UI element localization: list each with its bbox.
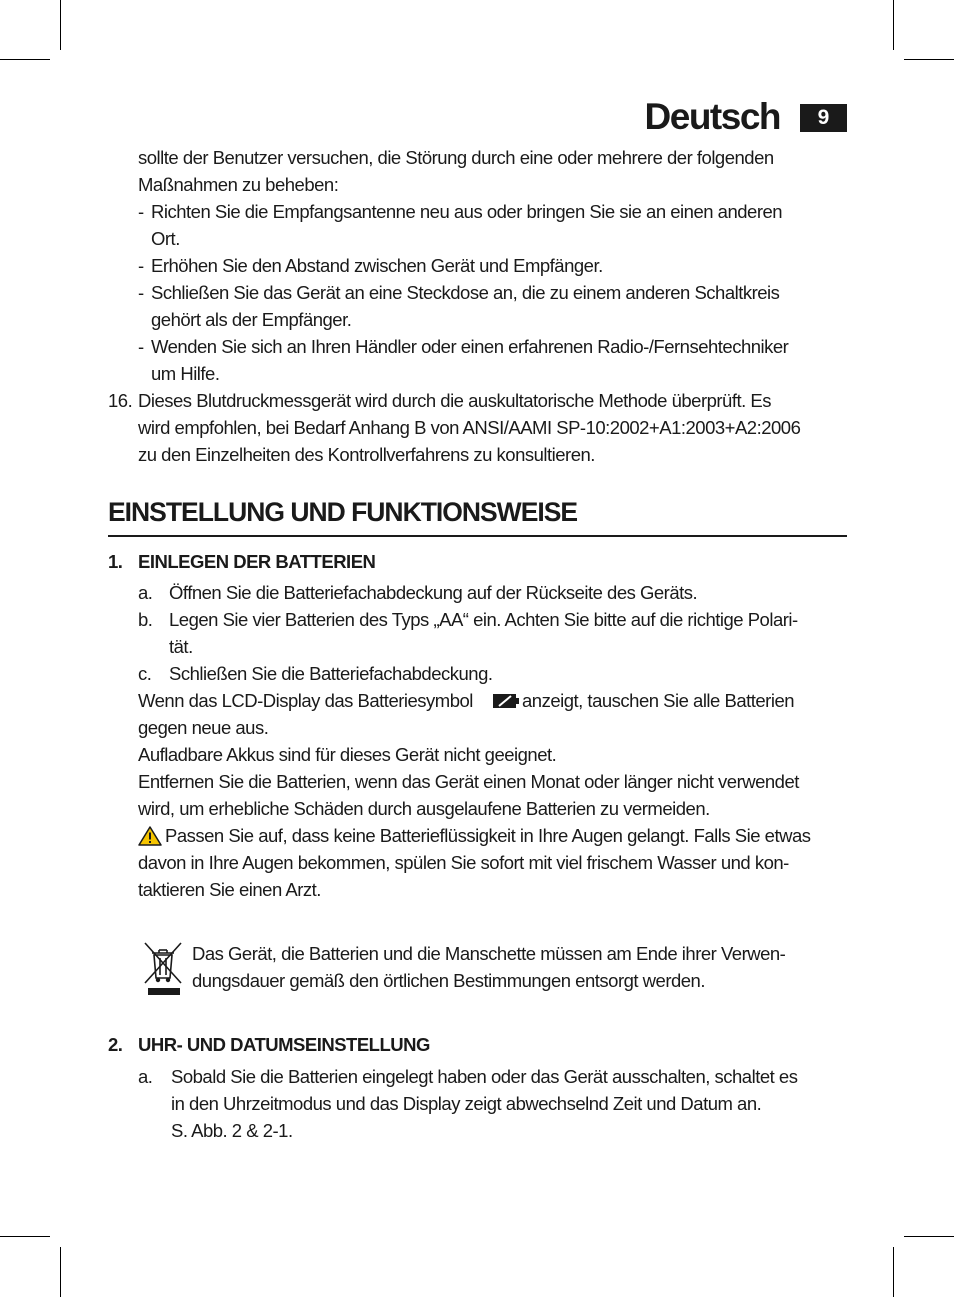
subsection-title: UHR- UND DATUMSEINSTELLUNG	[138, 1034, 430, 1055]
step-line: tät.	[169, 636, 193, 657]
subsection-number: 1.	[108, 551, 123, 572]
subsection-title: EINLEGEN DER BATTERIEN	[138, 551, 376, 572]
section-rule	[108, 535, 847, 537]
warning-line: Passen Sie auf, dass keine Batterieflüssigkeit in Ihre Augen gelangt. Falls Sie etwas	[165, 825, 811, 846]
battery-low-icon	[493, 693, 519, 709]
item-number: 16.	[108, 390, 133, 411]
warning-line: taktieren Sie einen Arzt.	[138, 879, 321, 900]
intro-line: sollte der Benutzer versuchen, die Störung durch eine oder mehrere der folgenden	[138, 147, 774, 168]
step-line: Öffnen Sie die Batteriefachabdeckung auf der Rückseite des Geräts.	[169, 582, 698, 603]
step-line: in den Uhrzeitmodus und das Display zeigt abwechselnd Zeit und Datum an.	[171, 1093, 762, 1114]
step-line: Legen Sie vier Batterien des Typs „AA“ ein. Achten Sie bitte auf die richtige Polari-	[169, 609, 798, 630]
bullet-dash: -	[138, 255, 144, 276]
crop-mark	[60, 1247, 61, 1297]
warning-icon	[138, 826, 162, 846]
bullet-line: Wenden Sie sich an Ihren Händler oder einen erfahrenen Radio-/Fernsehtechniker	[151, 336, 789, 357]
crop-mark	[904, 59, 954, 60]
bullet-line: gehört als der Empfänger.	[151, 309, 352, 330]
lcd-text-line2: gegen neue aus.	[138, 717, 269, 738]
crop-mark	[0, 59, 50, 60]
disposal-line: Das Gerät, die Batterien und die Manschette müssen am Ende ihrer Verwen-	[192, 943, 786, 964]
crop-mark	[893, 0, 894, 50]
section-title: EINSTELLUNG UND FUNKTIONSWEISE	[108, 497, 578, 527]
subsection-number: 2.	[108, 1034, 123, 1055]
step-line: Sobald Sie die Batterien eingelegt haben oder das Gerät ausschalten, schaltet es	[171, 1066, 798, 1087]
step-letter: a.	[138, 1066, 153, 1087]
page-number: 9	[800, 104, 847, 132]
step-letter: b.	[138, 609, 153, 630]
bullet-dash: -	[138, 336, 144, 357]
remove-line: Entfernen Sie die Batterien, wenn das Gerät einen Monat oder länger nicht verwendet	[138, 771, 799, 792]
intro-line: Maßnahmen zu beheben:	[138, 174, 339, 195]
step-line: S. Abb. 2 & 2-1.	[171, 1120, 293, 1141]
crop-mark	[904, 1236, 954, 1237]
lcd-text-after: anzeigt, tauschen Sie alle Batterien	[522, 690, 795, 711]
crop-mark	[893, 1247, 894, 1297]
item16-line: wird empfohlen, bei Bedarf Anhang B von ANSI/AAMI SP-10:2002+A1:2003+A2:2006	[138, 417, 801, 438]
weee-crossed-bin-icon	[142, 940, 184, 998]
step-line: Schließen Sie die Batteriefachabdeckung.	[169, 663, 493, 684]
step-letter: c.	[138, 663, 152, 684]
bullet-dash: -	[138, 201, 144, 222]
bullet-line: Erhöhen Sie den Abstand zwischen Gerät und Empfänger.	[151, 255, 603, 276]
warning-line: davon in Ihre Augen bekommen, spülen Sie sofort mit viel frischem Wasser und kon-	[138, 852, 789, 873]
akkus-note: Aufladbare Akkus sind für dieses Gerät nicht geeignet.	[138, 744, 557, 765]
item16-line: zu den Einzelheiten des Kontrollverfahrens zu konsultieren.	[138, 444, 595, 465]
disposal-line: dungsdauer gemäß den örtlichen Bestimmungen entsorgt werden.	[192, 970, 705, 991]
crop-mark	[0, 1236, 50, 1237]
crop-mark	[60, 0, 61, 50]
step-letter: a.	[138, 582, 153, 603]
item16-line: Dieses Blutdruckmessgerät wird durch die auskultatorische Methode überprüft. Es	[138, 390, 771, 411]
lcd-text-before: Wenn das LCD-Display das Batteriesymbol	[138, 690, 473, 711]
header-language: Deutsch	[644, 96, 780, 137]
remove-line: wird, um erhebliche Schäden durch ausgelaufene Batterien zu vermeiden.	[138, 798, 710, 819]
bullet-line: Schließen Sie das Gerät an eine Steckdose an, die zu einem anderen Schaltkreis	[151, 282, 780, 303]
bullet-line: um Hilfe.	[151, 363, 220, 384]
bullet-dash: -	[138, 282, 144, 303]
bullet-line: Ort.	[151, 228, 180, 249]
bullet-line: Richten Sie die Empfangsantenne neu aus oder bringen Sie sie an einen anderen	[151, 201, 783, 222]
